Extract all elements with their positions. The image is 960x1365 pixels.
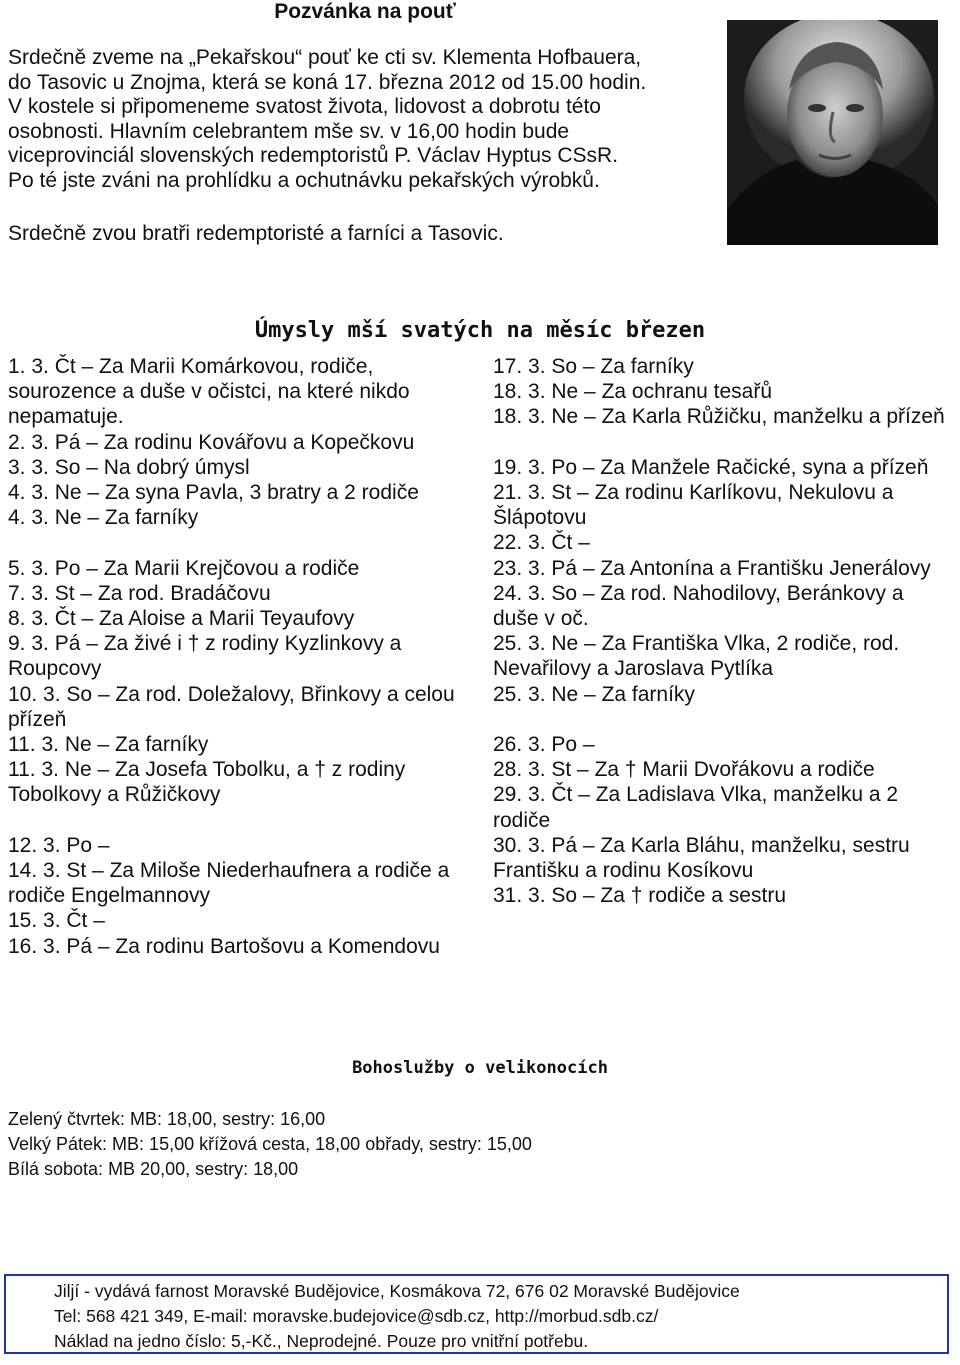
intention-entry: 22. 3. Čt – bbox=[493, 531, 590, 555]
footer-print-info: Náklad na jedno číslo: 5,-Kč., Neprodejné. Pouze pro vnitřní potřebu. bbox=[54, 1331, 589, 1351]
mass-intentions-title bbox=[0, 318, 960, 344]
invitation-closing: Srdečně zvou bratři redemptoristé a farníci a Tasovic. bbox=[8, 222, 504, 245]
easter-services bbox=[8, 1107, 908, 1182]
intention-entry: 7. 3. St – Za rod. Bradáčovu bbox=[8, 581, 271, 605]
invitation-line: V kostele si připomeneme svatost života, lidovost a dobrotu této bbox=[8, 95, 601, 118]
intention-entry: 30. 3. Pá – Za Karla Bláhu, manželku, sestru Františku a rodinu Kosíkovu bbox=[493, 833, 910, 883]
invitation-line: viceprovinciál slovenských redemptoristů P. Václav Hyptus CSsR. bbox=[8, 144, 619, 167]
invitation-line: osobnosti. Hlavním celebrantem mše sv. v 16,00 hodin bude bbox=[8, 119, 570, 143]
intention-entry: 18. 3. Ne – Za ochranu tesařů bbox=[493, 380, 772, 404]
intention-entry: 8. 3. Čt – Za Aloise a Marii Teyaufovy bbox=[8, 607, 355, 631]
intention-entry: 28. 3. St – Za † Marii Dvořákovu a rodiče bbox=[493, 758, 875, 782]
intention-entry: 19. 3. Po – Za Manžele Račické, syna a přízeň bbox=[493, 455, 929, 479]
intention-entry: 26. 3. Po – bbox=[493, 733, 595, 757]
invitation-line: Po té jste zváni na prohlídku a ochutnávku pekařských výrobků. bbox=[8, 168, 600, 192]
intention-entry: 16. 3. Pá – Za rodinu Bartošovu a Komendovu bbox=[8, 934, 440, 958]
intentions-right-column bbox=[493, 354, 953, 908]
footer-box bbox=[4, 1274, 949, 1354]
intention-entry: 17. 3. So – Za farníky bbox=[493, 355, 694, 378]
intention-entry: 11. 3. Ne – Za Josefa Tobolku, a † z rodiny Tobolkovy a Růžičkovy bbox=[8, 758, 406, 807]
intention-entry: 14. 3. St – Za Miloše Niederhaufnera a rodiče a rodiče Engelmannovy bbox=[8, 859, 450, 908]
intention-entry: 15. 3. Čt – bbox=[8, 909, 105, 933]
intention-entry: 10. 3. So – Za rod. Doležalovy, Břinkovy a celou přízeň bbox=[8, 682, 455, 731]
intention-entry: 4. 3. Ne – Za syna Pavla, 3 bratry a 2 rodiče bbox=[8, 481, 419, 505]
intention-entry: 25. 3. Ne – Za farníky bbox=[493, 682, 695, 706]
intention-entry: 3. 3. So – Na dobrý úmysl bbox=[8, 455, 250, 479]
intention-entry: 2. 3. Pá – Za rodinu Kovářovu a Kopečkovu bbox=[8, 430, 415, 454]
intention-entry: 12. 3. Po – bbox=[8, 833, 110, 857]
service-line: Bílá sobota: MB 20,00, sestry: 18,00 bbox=[8, 1159, 299, 1179]
intention-entry: 9. 3. Pá – Za živé i † z rodiny Kyzlinkovy a Roupcovy bbox=[8, 632, 402, 681]
intentions-left-column bbox=[8, 354, 478, 959]
intention-entry: 11. 3. Ne – Za farníky bbox=[8, 733, 209, 757]
intention-entry: 1. 3. Čt – Za Marii Komárkovou, rodiče, sourozence a duše v očistci, na které nikdo nepamatuje. bbox=[8, 355, 410, 429]
intention-entry: 5. 3. Po – Za Marii Krejčovou a rodiče bbox=[8, 556, 360, 580]
service-line: Zelený čtvrtek: MB: 18,00, sestry: 16,00 bbox=[8, 1109, 326, 1129]
invitation-line: Srdečně zveme na „Pekařskou“ pouť ke cti sv. Klementa Hofbauera, bbox=[8, 46, 642, 69]
service-line: Velký Pátek: MB: 15,00 křížová cesta, 18,00 obřady, sestry: 15,00 bbox=[8, 1134, 532, 1154]
invitation-text bbox=[8, 46, 723, 247]
intention-entry: 29. 3. Čt – Za Ladislava Vlka, manželku a 2 rodiče bbox=[493, 783, 899, 832]
intention-entry: 4. 3. Ne – Za farníky bbox=[8, 506, 199, 530]
mass-intentions-title-text: Úmysly mší svatých na měsíc březen bbox=[254, 318, 706, 343]
footer-publisher: Jiljí - vydává farnost Moravské Budějovice, Kosmákova 72, 676 02 Moravské Budějovice bbox=[54, 1281, 740, 1301]
footer-contact: Tel: 568 421 349, E-mail: moravske.budejovice@sdb.cz, http://morbud.sdb.cz/ bbox=[54, 1306, 659, 1326]
invitation-line: do Tasovic u Znojma, která se koná 17. března 2012 od 15.00 hodin. bbox=[8, 70, 647, 94]
intention-entry: 23. 3. Pá – Za Antonína a Františku Jenerálovy bbox=[493, 556, 931, 580]
invitation-title: Pozvánka na pouť bbox=[274, 0, 456, 23]
saint-portrait-icon bbox=[727, 20, 938, 245]
easter-services-title: Bohoslužby o velikonocích bbox=[352, 1058, 608, 1078]
intention-entry: 24. 3. So – Za rod. Nahodilovy, Beránkovy a duše v oč. bbox=[493, 581, 904, 631]
intention-entry: 25. 3. Ne – Za Františka Vlka, 2 rodiče, rod. Nevařilovy a Jaroslava Pytlíka bbox=[493, 632, 900, 681]
intention-entry: 21. 3. St – Za rodinu Karlíkovu, Nekulovu a Šlápotovu bbox=[493, 481, 894, 530]
intention-entry: 31. 3. So – Za † rodiče a sestru bbox=[493, 884, 786, 908]
intention-entry: 18. 3. Ne – Za Karla Růžičku, manželku a přízeň bbox=[493, 405, 945, 429]
